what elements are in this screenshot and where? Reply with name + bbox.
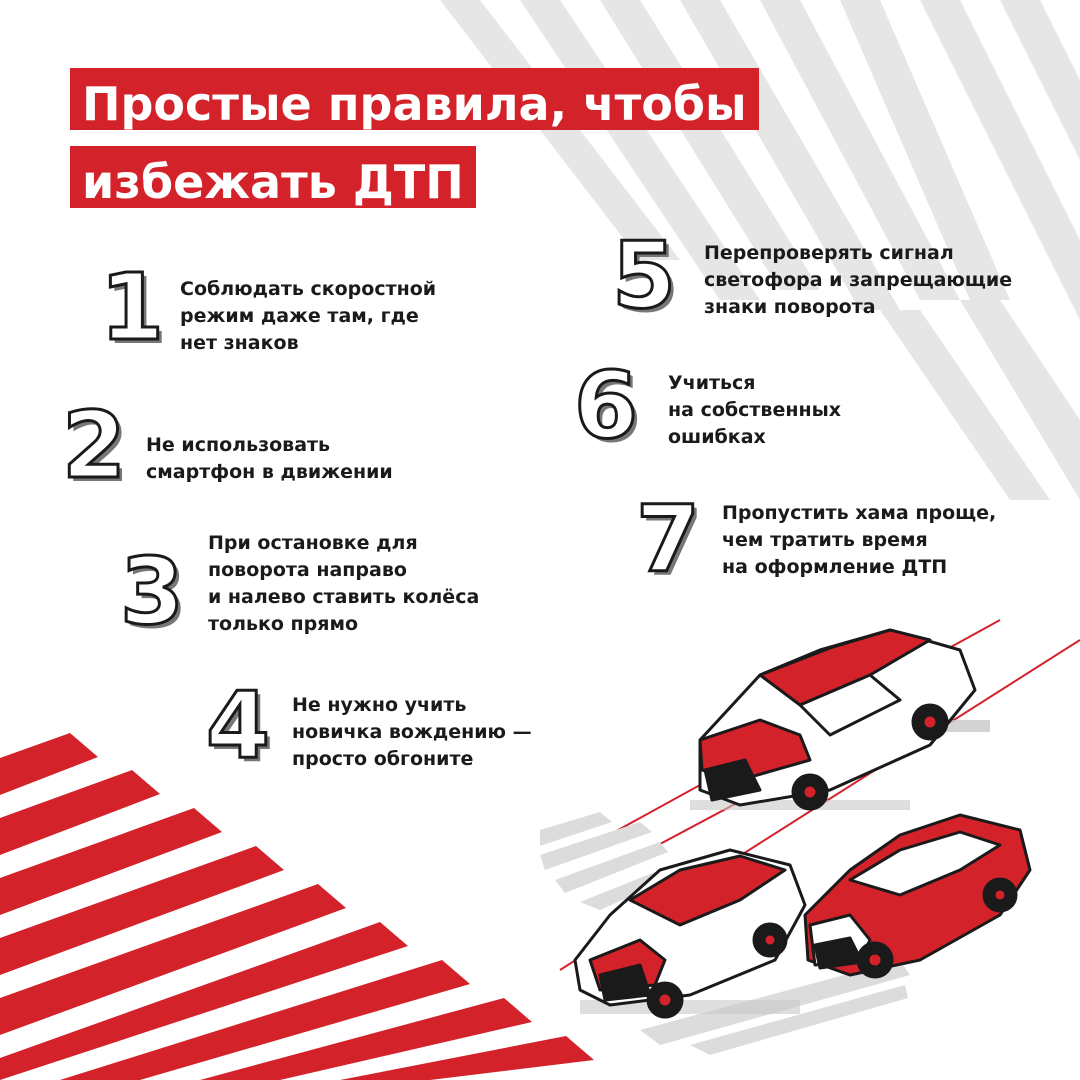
rule-1-line: нет знаков bbox=[180, 332, 299, 354]
rule-6-line: на собственных bbox=[668, 399, 842, 421]
rule-5-number: 5 bbox=[612, 222, 677, 329]
rule-7-text bbox=[722, 500, 996, 581]
rule-1-text bbox=[180, 276, 436, 357]
rule-6-line: Учиться bbox=[668, 372, 756, 394]
car-bottom-right-red bbox=[805, 815, 1030, 977]
red-crosswalk-stripes bbox=[0, 733, 594, 1080]
rule-1-number: 1 bbox=[100, 254, 165, 361]
rule-5-line: светофора и запрещающие bbox=[704, 269, 1013, 291]
rule-1-line: Соблюдать скоростной bbox=[180, 278, 437, 300]
rule-3-line: и налево ставить колёса bbox=[208, 586, 480, 608]
rule-6-line: ошибках bbox=[668, 426, 766, 448]
rule-2-line: Не использовать bbox=[146, 434, 331, 456]
rule-4-number: 4 bbox=[206, 672, 271, 779]
rule-1-line: режим даже там, где bbox=[180, 305, 419, 327]
rule-5-line: знаки поворота bbox=[704, 296, 876, 318]
rule-3-text bbox=[208, 530, 479, 638]
rule-4-line: новичка вождению — bbox=[292, 721, 532, 743]
title-line-1: Простые правила, чтобы bbox=[70, 68, 759, 130]
title-line-2: избежать ДТП bbox=[70, 146, 476, 208]
rule-6-text bbox=[668, 370, 841, 451]
rule-2-line: смартфон в движении bbox=[146, 461, 393, 483]
rule-3-line: При остановке для bbox=[208, 532, 418, 554]
rule-6-number: 6 bbox=[574, 352, 639, 459]
rule-2-number: 2 bbox=[62, 392, 127, 499]
rule-7-line: Пропустить хама проще, bbox=[722, 502, 997, 524]
rule-2-text bbox=[146, 432, 393, 486]
rule-7-number: 7 bbox=[636, 486, 701, 593]
rule-4-line: Не нужно учить bbox=[292, 694, 467, 716]
car-top-white bbox=[700, 630, 975, 809]
rule-3-line: поворота направо bbox=[208, 559, 407, 581]
rule-7-line: на оформление ДТП bbox=[722, 556, 948, 578]
rule-3-line: только прямо bbox=[208, 613, 359, 635]
rule-4-text bbox=[292, 692, 532, 773]
rule-5-text bbox=[704, 240, 1012, 321]
rule-7-line: чем тратить время bbox=[722, 529, 928, 551]
rule-5-line: Перепроверять сигнал bbox=[704, 242, 954, 264]
rule-3-number: 3 bbox=[120, 538, 185, 645]
rule-4-line: просто обгоните bbox=[292, 748, 474, 770]
